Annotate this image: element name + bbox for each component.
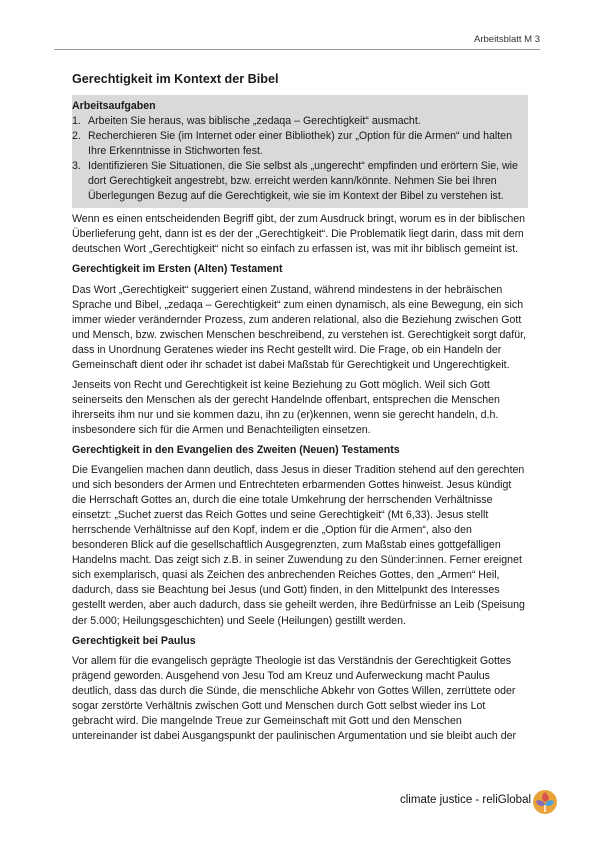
task-number: 3.	[72, 160, 81, 173]
paragraph: Das Wort „Gerechtigkeit“ suggeriert einen Zustand, während mindestens in der hebräischen Sprache und Bibel, „zedaqa – Gerechtigkeit“ zum einen dynamisch, als eine Bewegung, ein sich immer wieder verändernder Prozess, zum anderen relational, also die Beziehung zwischen Gott und Mensch, bzw. zwischen Menschen beschreibend, zu verstehen ist. Gerechtigkeit sorgt dafür, dass in Unordnung Geratenes wieder ins Recht gestellt wird. Die Frage, ob ein Handeln der Gemeinschaft dient oder ihr schadet ist dabei Maßstab für Gerechtigkeit und Ungerechtigkeit.	[72, 283, 527, 371]
section-heading-gospels: Gerechtigkeit in den Evangelien des Zweiten (Neuen) Testaments	[72, 443, 400, 456]
task-number: 1.	[72, 115, 81, 128]
task-number: 2.	[72, 130, 81, 143]
section-heading-old-testament: Gerechtigkeit im Ersten (Alten) Testament	[72, 263, 283, 276]
section-heading-paulus: Gerechtigkeit bei Paulus	[72, 634, 196, 647]
task-item	[72, 159, 528, 204]
task-item	[72, 129, 528, 159]
intro-paragraph: Wenn es einen entscheidenden Begriff gibt, der zum Ausdruck bringt, worum es in der biblischen Überlieferung geht, dann ist es der der „Gerechtigkeit“. Die Problematik liegt darin, dass mit dem deutschen Wort „Gerechtigkeit“ nicht so einfach zu erfassen ist, was mit ihr biblisch gemeint ist.	[72, 213, 526, 256]
page-title: Gerechtigkeit im Kontext der Bibel	[72, 72, 279, 86]
task-text: Recherchieren Sie (im Internet oder einer Bibliothek) zur „Option für die Armen“ und halten Ihre Erkenntnisse in Stichworten fest.	[88, 130, 512, 158]
religlobal-logo	[532, 789, 558, 815]
page-header	[54, 34, 540, 50]
worksheet-label: Arbeitsblatt M 3	[474, 34, 540, 45]
task-item	[72, 114, 528, 129]
task-list	[72, 114, 528, 204]
paragraph: Vor allem für die evangelisch geprägte Theologie ist das Verständnis der Gerechtigkeit Gottes prägend geworden. Ausgehend von Jesu Tod am Kreuz und Auferweckung macht Paulus deutlich, dass das durch die Sünde, die menschliche Abkehr von Gottes Willen, zerrüttete oder sogar zerstörte Verhältnis zwischen Gott und Menschen durch Gott selbst wieder ins Lot gebracht wird. Die mangelnde Treue zur Gemeinschaft mit Gott und den Menschen untereinander ist dabei Ausgangspunkt der paulinischen Argumentation und sie bleibt auch der	[72, 654, 517, 742]
paragraph: Jenseits von Recht und Gerechtigkeit ist keine Beziehung zu Gott möglich. Weil sich Gott seinerseits den Menschen als der gerecht Handelnde offenbart, entsprechen die Menschen ihrerseits ihm nur und sie kommen dazu, ihn zu (er)kennen, wenn sie gerecht handeln, d.h. insbesondere sich für die Armen und Benachteiligten einsetzen.	[72, 378, 500, 436]
task-box	[72, 95, 528, 208]
task-text: Identifizieren Sie Situationen, die Sie selbst als „ungerecht“ empfinden und erörtern Sie, wie dort Gerechtigkeit angestrebt, bzw. erreicht werden kann/könnte. Nehmen Sie bei Ihren Überlegungen Bezug auf die Gerechtigkeit, wie sie im Kontext der Bibel zu verstehen ist.	[88, 160, 518, 203]
task-box-heading: Arbeitsaufgaben	[72, 100, 156, 112]
paragraph: Die Evangelien machen dann deutlich, dass Jesus in dieser Tradition stehend auf den gerechten und sich besonders der Armen und Entrechteten erbarmenden Gottes hinweist. Jesus kündigt die Herrschaft Gottes an, durch die eine totale Umkehrung der herrschenden Verhältnisse einsetzt: „Suchet zuerst das Reich Gottes und seine Gerechtigkeit“ (Mt 6,33). Jesus stellt herrschende Verhältnisse auf den Kopf, indem er die „Option für die Armen“, also den besonderen Blick auf die gesellschaftlich Ausgegrenzten, zum Maßstab eines gottgefälligen Handelns macht. Das zeigt sich z.B. in seiner Zuwendung zu den Sünder:innen. Ferner ereignet sich exemplarisch, quasi als Zeichen des anbrechenden Reiches Gottes, den „Armen“ Heil, dadurch, dass sie Beachtung bei Jesus (und Gott) finden, in den Mittelpunkt des Interesses gestellt werden, aber auch dadurch, dass sie geheilt werden, ihre Bedürfnisse an Leib (Speisung der 5.000; Heilungsgeschichten) und Seele (Heilungen) gestillt werden.	[72, 464, 525, 627]
footer-text: climate justice - reliGlobal	[400, 794, 532, 806]
main-content	[72, 71, 528, 749]
task-text: Arbeiten Sie heraus, was biblische „zedaqa – Gerechtigkeit“ ausmacht.	[88, 115, 421, 128]
